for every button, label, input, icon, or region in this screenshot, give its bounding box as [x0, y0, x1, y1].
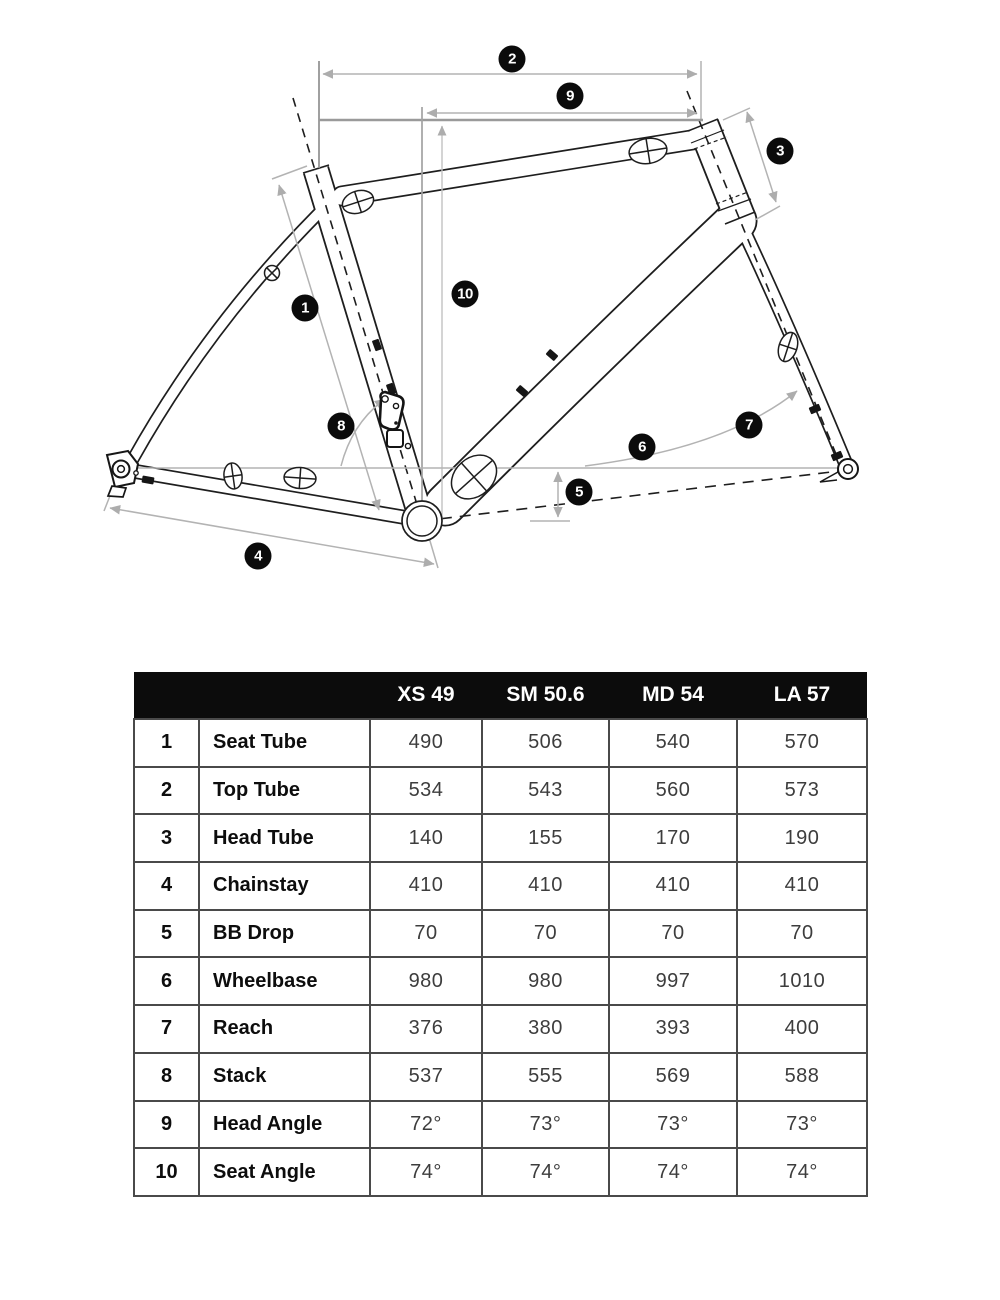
value-cell: 70: [609, 910, 737, 958]
value-cell: 72°: [370, 1101, 482, 1149]
callout-7: 7: [736, 412, 763, 439]
head-tube-dim-tick-top: [723, 108, 750, 120]
value-cell: 74°: [609, 1148, 737, 1196]
row-label: Wheelbase: [199, 957, 370, 1005]
value-cell: 376: [370, 1005, 482, 1053]
value-cell: 573: [737, 767, 867, 815]
value-cell: 588: [737, 1053, 867, 1101]
table-row-stack: [134, 1053, 867, 1101]
value-cell: 380: [482, 1005, 609, 1053]
callout-4: 4: [245, 543, 272, 570]
callout-1: 1: [292, 295, 319, 322]
table-row-top-tube: [134, 767, 867, 815]
callout-8: 8: [328, 413, 355, 440]
value-cell: 534: [370, 767, 482, 815]
table-row-seat-angle: [134, 1148, 867, 1196]
value-cell: 980: [482, 957, 609, 1005]
row-number: 4: [134, 862, 199, 910]
value-cell: 1010: [737, 957, 867, 1005]
value-cell: 70: [482, 910, 609, 958]
value-cell: 997: [609, 957, 737, 1005]
table-row-chainstay: [134, 862, 867, 910]
table-row-head-angle: [134, 1101, 867, 1149]
value-cell: 73°: [482, 1101, 609, 1149]
value-cell: 400: [737, 1005, 867, 1053]
row-number: 3: [134, 814, 199, 862]
callout-3: 3: [767, 138, 794, 165]
head-angle-arc: [585, 391, 797, 466]
value-cell: 410: [370, 862, 482, 910]
row-label: Head Tube: [199, 814, 370, 862]
row-number: 5: [134, 910, 199, 958]
callout-6: 6: [629, 434, 656, 461]
table-row-seat-tube: [134, 719, 867, 767]
row-number: 9: [134, 1101, 199, 1149]
row-label: Head Angle: [199, 1101, 370, 1149]
header-size-la-57: LA 57: [737, 672, 867, 719]
value-cell: 543: [482, 767, 609, 815]
callout-10: 10: [452, 281, 479, 308]
header-size-xs-49: XS 49: [370, 672, 482, 719]
row-number: 6: [134, 957, 199, 1005]
head-tube-dim-tick-bottom: [755, 206, 780, 220]
bottom-bracket-inner: [407, 506, 437, 536]
row-label: Stack: [199, 1053, 370, 1101]
row-number: 2: [134, 767, 199, 815]
value-cell: 74°: [482, 1148, 609, 1196]
value-cell: 70: [737, 910, 867, 958]
value-cell: 190: [737, 814, 867, 862]
row-label: Seat Tube: [199, 719, 370, 767]
table-row-reach: [134, 1005, 867, 1053]
value-cell: 73°: [609, 1101, 737, 1149]
value-cell: 140: [370, 814, 482, 862]
value-cell: 410: [609, 862, 737, 910]
value-cell: 555: [482, 1053, 609, 1101]
header-size-md-54: MD 54: [609, 672, 737, 719]
value-cell: 569: [609, 1053, 737, 1101]
row-label: Reach: [199, 1005, 370, 1053]
value-cell: 980: [370, 957, 482, 1005]
value-cell: 74°: [737, 1148, 867, 1196]
row-number: 1: [134, 719, 199, 767]
value-cell: 70: [370, 910, 482, 958]
value-cell: 560: [609, 767, 737, 815]
value-cell: 410: [737, 862, 867, 910]
row-label: Top Tube: [199, 767, 370, 815]
table-row-bb-drop: [134, 910, 867, 958]
value-cell: 393: [609, 1005, 737, 1053]
row-label: Seat Angle: [199, 1148, 370, 1196]
header-corner-label: [199, 672, 370, 719]
header-size-sm-50.6: SM 50.6: [482, 672, 609, 719]
geometry-table-header: [134, 672, 867, 719]
callout-2: 2: [499, 46, 526, 73]
header-corner-num: [134, 672, 199, 719]
row-label: Chainstay: [199, 862, 370, 910]
geometry-table: [133, 672, 868, 1197]
value-cell: 170: [609, 814, 737, 862]
value-cell: 506: [482, 719, 609, 767]
seat-tube-dim-tick: [272, 166, 307, 179]
value-cell: 73°: [737, 1101, 867, 1149]
row-label: BB Drop: [199, 910, 370, 958]
callout-5: 5: [566, 479, 593, 506]
value-cell: 490: [370, 719, 482, 767]
table-row-wheelbase: [134, 957, 867, 1005]
value-cell: 537: [370, 1053, 482, 1101]
value-cell: 570: [737, 719, 867, 767]
row-number: 10: [134, 1148, 199, 1196]
value-cell: 155: [482, 814, 609, 862]
row-number: 8: [134, 1053, 199, 1101]
value-cell: 540: [609, 719, 737, 767]
row-number: 7: [134, 1005, 199, 1053]
callout-9: 9: [557, 83, 584, 110]
table-row-head-tube: [134, 814, 867, 862]
value-cell: 410: [482, 862, 609, 910]
value-cell: 74°: [370, 1148, 482, 1196]
